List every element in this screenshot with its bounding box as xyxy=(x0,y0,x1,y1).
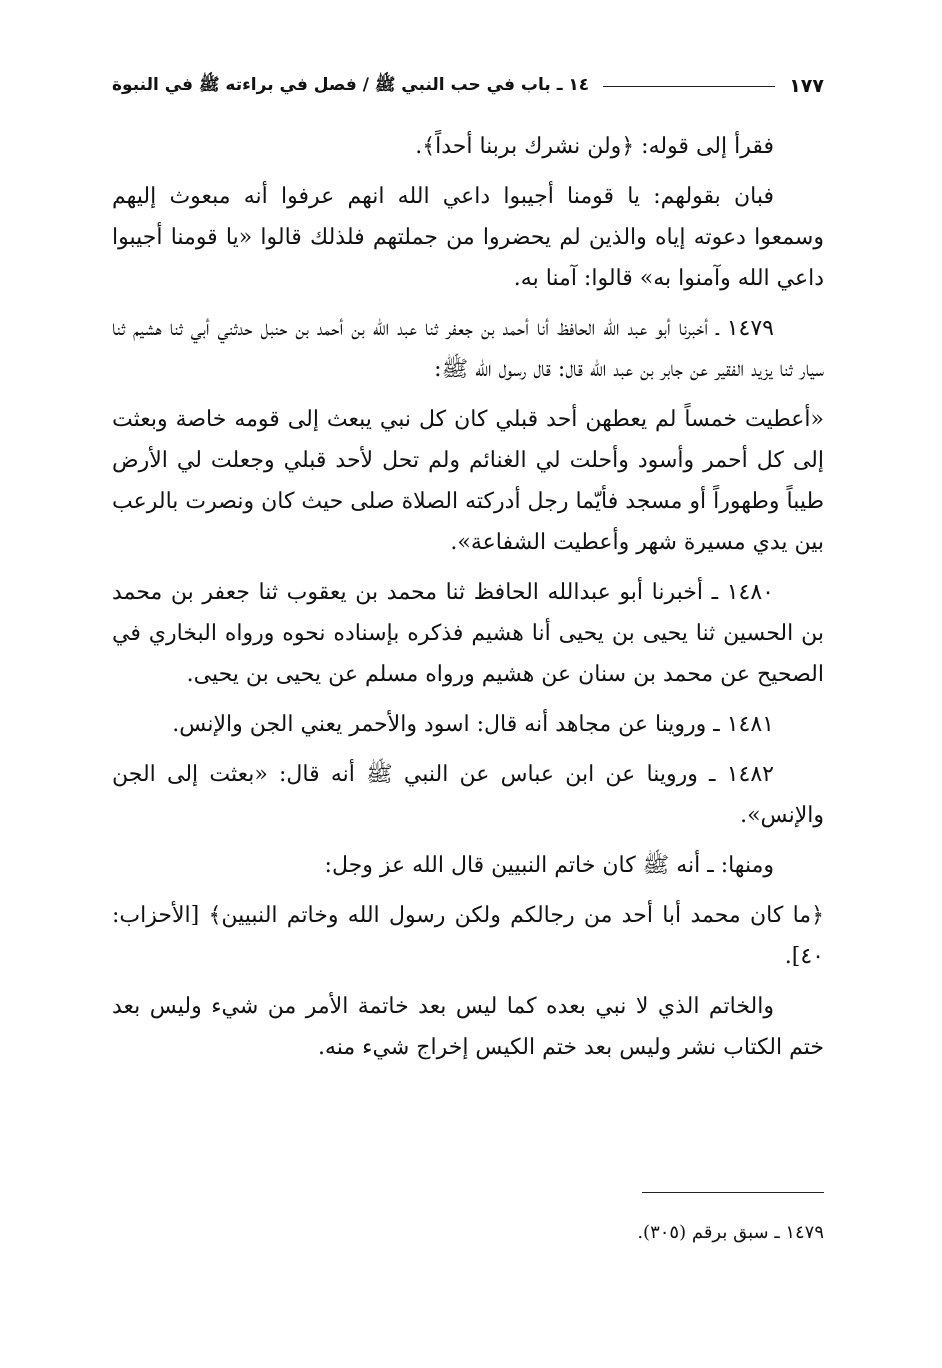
paragraph-khatam-meaning: والخاتم الذي لا نبي بعده كما ليس بعد خاتمة الأمر من شيء وليس بعد ختم الكتاب نشر وليس بعد ختم الكيس إخراج شيء منه. xyxy=(112,994,824,1060)
paragraph-seal-of-prophets: ومنها: ـ أنه ﷺ كان خاتم النبيين قال الله عز وجل: xyxy=(324,853,774,878)
hadith-1479: ١٤٧٩ ـ أخبرنا أبو عبد الله الحافظ أنا أحمد بن جعفر ثنا عبد الله بن أحمد بن حنبل حدثني أبي ثنا هشيم ثنا سيار ثنا يزيد الفقير عن جابر بن عبد الله قال: قال رسول الله ﷺ: xyxy=(112,316,824,382)
footnote: ١٤٧٩ ـ سبق برقم (٣٠٥). xyxy=(637,1222,824,1243)
hadith-1482: ١٤٨٢ ـ وروينا عن ابن عباس عن النبي ﷺ أنه قال: «بعثت إلى الجن والإنس». xyxy=(112,762,824,828)
paragraph-explanation: فبان بقولهم: يا قومنا أجيبوا داعي الله انهم عرفوا أنه مبعوث إليهم وسمعوا دعوته إياه والذين لم يحضروا من جملتهم فلذلك قالوا «يا قومنا أجيبوا داعي الله وآمنوا به» قالوا: آمنا به. xyxy=(112,184,824,291)
running-header xyxy=(112,66,824,106)
chapter-title: ١٤ ـ باب في حب النبي ﷺ / فصل في براءته ﷺ في النبوة xyxy=(112,74,590,95)
header-rule xyxy=(603,86,775,87)
hadith-1479-text: «أعطيت خمساً لم يعطهن أحد قبلي كان كل نبي يبعث إلى قومه خاصة وبعثت إلى كل أحمر وأسود وأحلت لي الغنائم ولم تحل لأحد قبلي وجعلت لي الأرض طيباً وطهوراً أو مسجد فأيّما رجل أدركته الصلاة صلى حيث كان ونصرت بالرعب بين يدي مسيرة شهر وأعطيت الشفاعة». xyxy=(112,407,824,555)
hadith-1480: ١٤٨٠ ـ أخبرنا أبو عبدالله الحافظ ثنا محمد بن يعقوب ثنا جعفر بن محمد بن الحسين ثنا يحيى بن يحيى أنا هشيم فذكره بإسناده نحوه ورواه البخاري في الصحيح عن محمد بن سنان عن هشيم ورواه مسلم عن يحيى بن يحيى. xyxy=(112,580,824,687)
footnote-rule xyxy=(642,1192,824,1193)
paragraph-quran-recital: فقرأ إلى قوله: ﴿ولن نشرك بربنا أحداً﴾. xyxy=(415,134,774,159)
hadith-1481: ١٤٨١ ـ وروينا عن مجاهد أنه قال: اسود والأحمر يعني الجن والإنس. xyxy=(172,712,774,737)
body-text xyxy=(112,126,824,1077)
page-number: ١٧٧ xyxy=(789,75,824,97)
quran-verse-ahzab: ﴿ما كان محمد أبا أحد من رجالكم ولكن رسول الله وخاتم النبيين﴾ [الأحزاب: ٤٠]. xyxy=(112,903,824,969)
